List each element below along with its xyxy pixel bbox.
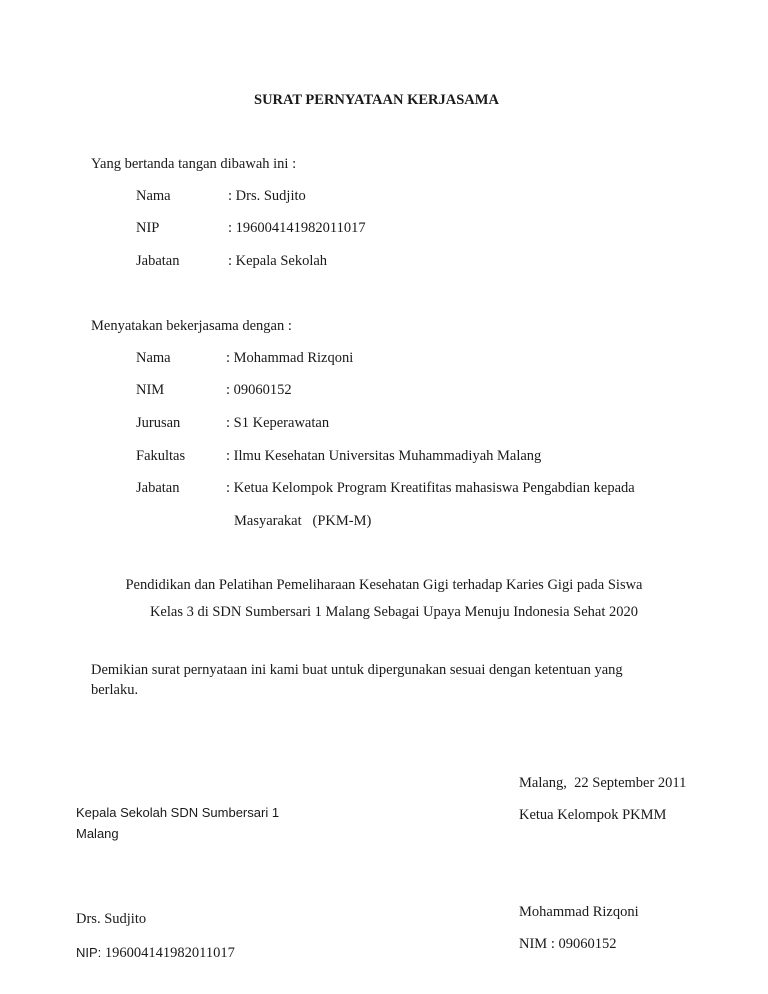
partner-name-value: : Mohammad Rizqoni bbox=[226, 350, 354, 366]
program-title-line: Kelas 3 di SDN Sumbersari 1 Malang Sebagai Upaya Menuju Indonesia Sehat 2020 bbox=[149, 604, 639, 620]
place-date: Malang, 22 September 2011 bbox=[519, 775, 687, 791]
left-sig-position-line: Malang bbox=[76, 826, 119, 841]
left-sig-position-line: Kepala Sekolah SDN Sumbersari 1 bbox=[76, 805, 280, 820]
left-sig-nip bbox=[76, 944, 235, 962]
closing-line: berlaku. bbox=[91, 682, 139, 698]
cooperation-intro: Menyatakan bekerjasama dengan : bbox=[91, 318, 292, 334]
signer-name-value: : Drs. Sudjito bbox=[228, 188, 306, 204]
signer-nip-label: NIP bbox=[136, 220, 160, 236]
closing-line: Demikian surat pernyataan ini kami buat untuk dipergunakan sesuai dengan ketentuan yang bbox=[91, 662, 623, 678]
left-sig-nip-label: NIP: bbox=[76, 945, 102, 960]
partner-fakultas-label: Fakultas bbox=[136, 448, 186, 464]
partner-nim-value: : 09060152 bbox=[226, 382, 292, 398]
program-title-line: Pendidikan dan Pelatihan Pemeliharaan Kesehatan Gigi terhadap Karies Gigi pada Siswa bbox=[125, 577, 643, 593]
partner-name-label: Nama bbox=[136, 350, 171, 366]
signer-jabatan-label: Jabatan bbox=[136, 253, 180, 269]
partner-jabatan-value: : Ketua Kelompok Program Kreatifitas mahasiswa Pengabdian kepada bbox=[226, 480, 635, 496]
left-sig-nip-value: 196004141982011017 bbox=[101, 945, 235, 961]
signer-nip-value: : 196004141982011017 bbox=[228, 220, 366, 236]
signer-jabatan-value: : Kepala Sekolah bbox=[228, 253, 328, 269]
right-sig-position: Ketua Kelompok PKMM bbox=[519, 807, 667, 823]
left-sig-name: Drs. Sudjito bbox=[76, 911, 147, 927]
partner-jabatan-label: Jabatan bbox=[136, 480, 180, 496]
right-sig-name: Mohammad Rizqoni bbox=[519, 904, 639, 920]
signer-name-label: Nama bbox=[136, 188, 171, 204]
partner-jurusan-label: Jurusan bbox=[136, 415, 181, 431]
partner-fakultas-value: : Ilmu Kesehatan Universitas Muhammadiyah Malang bbox=[226, 448, 542, 464]
document-title: SURAT PERNYATAAN KERJASAMA bbox=[254, 92, 499, 108]
partner-jabatan-continuation: Masyarakat (PKM-M) bbox=[234, 513, 372, 529]
partner-nim-label: NIM bbox=[136, 382, 165, 398]
partner-jurusan-value: : S1 Keperawatan bbox=[226, 415, 330, 431]
intro-text: Yang bertanda tangan dibawah ini : bbox=[91, 156, 297, 172]
right-sig-nim: NIM : 09060152 bbox=[519, 936, 617, 952]
